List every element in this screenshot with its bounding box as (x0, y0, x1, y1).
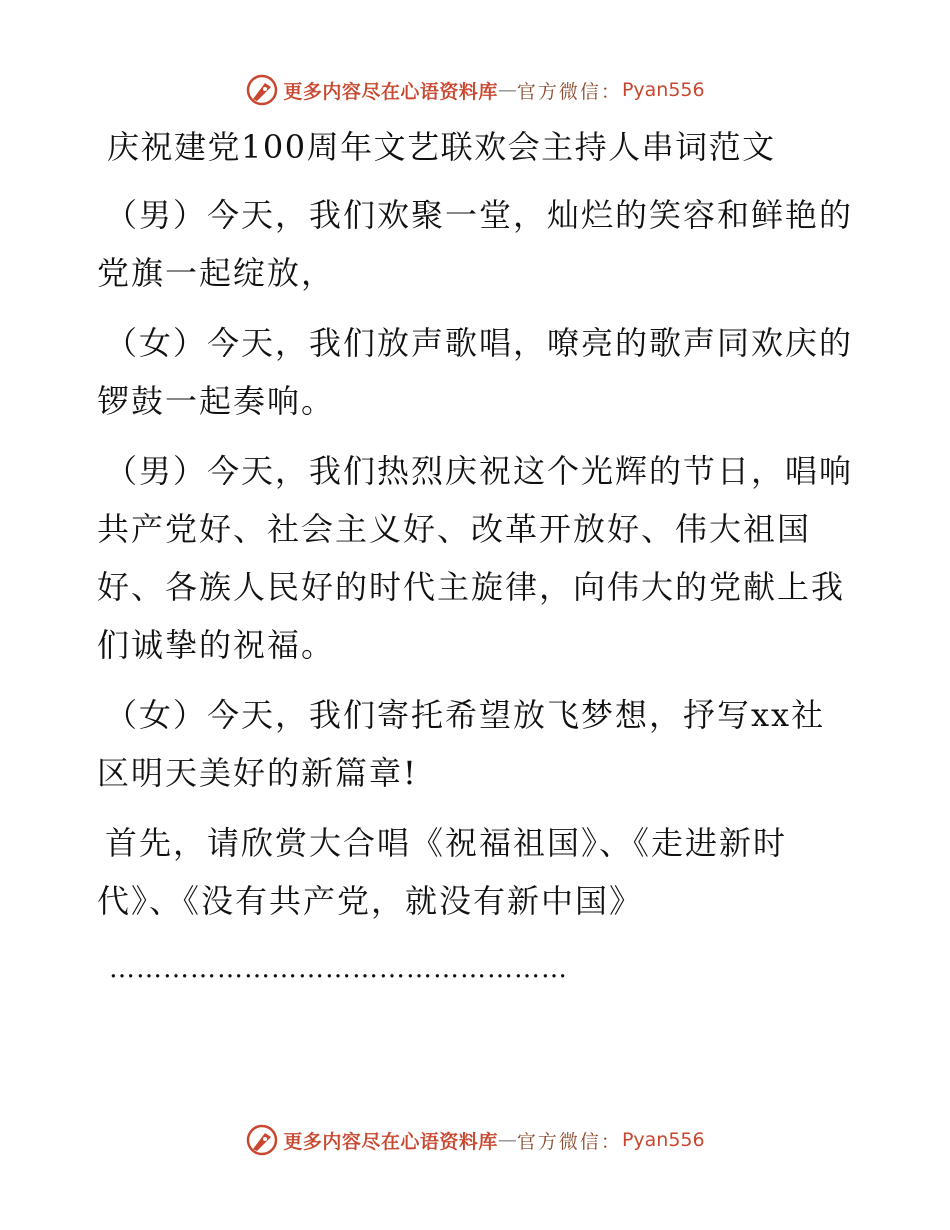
footer-watermark (0, 1120, 950, 1160)
watermark-id: Pyan556 (621, 1129, 705, 1151)
document-body (97, 122, 857, 994)
pen-nib-logo-icon (245, 73, 279, 107)
paragraph-female-2: （女）今天，我们寄托希望放飞梦想，抒写xx社区明天美好的新篇章! (97, 696, 826, 792)
watermark-text: 更多内容尽在心语资料库 (283, 80, 498, 103)
document-title: 庆祝建党100周年文艺联欢会主持人串词范文 (107, 128, 776, 166)
header-watermark (0, 70, 950, 110)
paragraph-male-1: （男）今天，我们欢聚一堂，灿烂的笑容和鲜艳的党旗一起绽放， (97, 196, 854, 292)
watermark-id: Pyan556 (621, 79, 705, 101)
watermark-text: 更多内容尽在心语资料库 (283, 1130, 498, 1153)
watermark-separator: — (497, 79, 517, 101)
paragraph-program-intro: 首先，请欣赏大合唱《祝福祖国》、《走进新时代》、《没有共产党，就没有新中国》 (97, 824, 788, 920)
pen-nib-logo-icon (245, 1123, 279, 1157)
watermark-label: 官方微信： (516, 80, 622, 103)
ellipsis-line: …………………………………………… (109, 954, 568, 984)
paragraph-male-2: （男）今天，我们热烈庆祝这个光辉的节日，唱响共产党好、社会主义好、改革开放好、伟大祖国好、各族人民好的时代主旋律，向伟大的党献上我们诚挚的祝福。 (97, 452, 854, 664)
paragraph-female-1: （女）今天，我们放声歌唱，嘹亮的歌声同欢庆的锣鼓一起奏响。 (97, 324, 854, 420)
watermark-separator: — (497, 1129, 517, 1151)
watermark-label: 官方微信： (516, 1130, 622, 1153)
